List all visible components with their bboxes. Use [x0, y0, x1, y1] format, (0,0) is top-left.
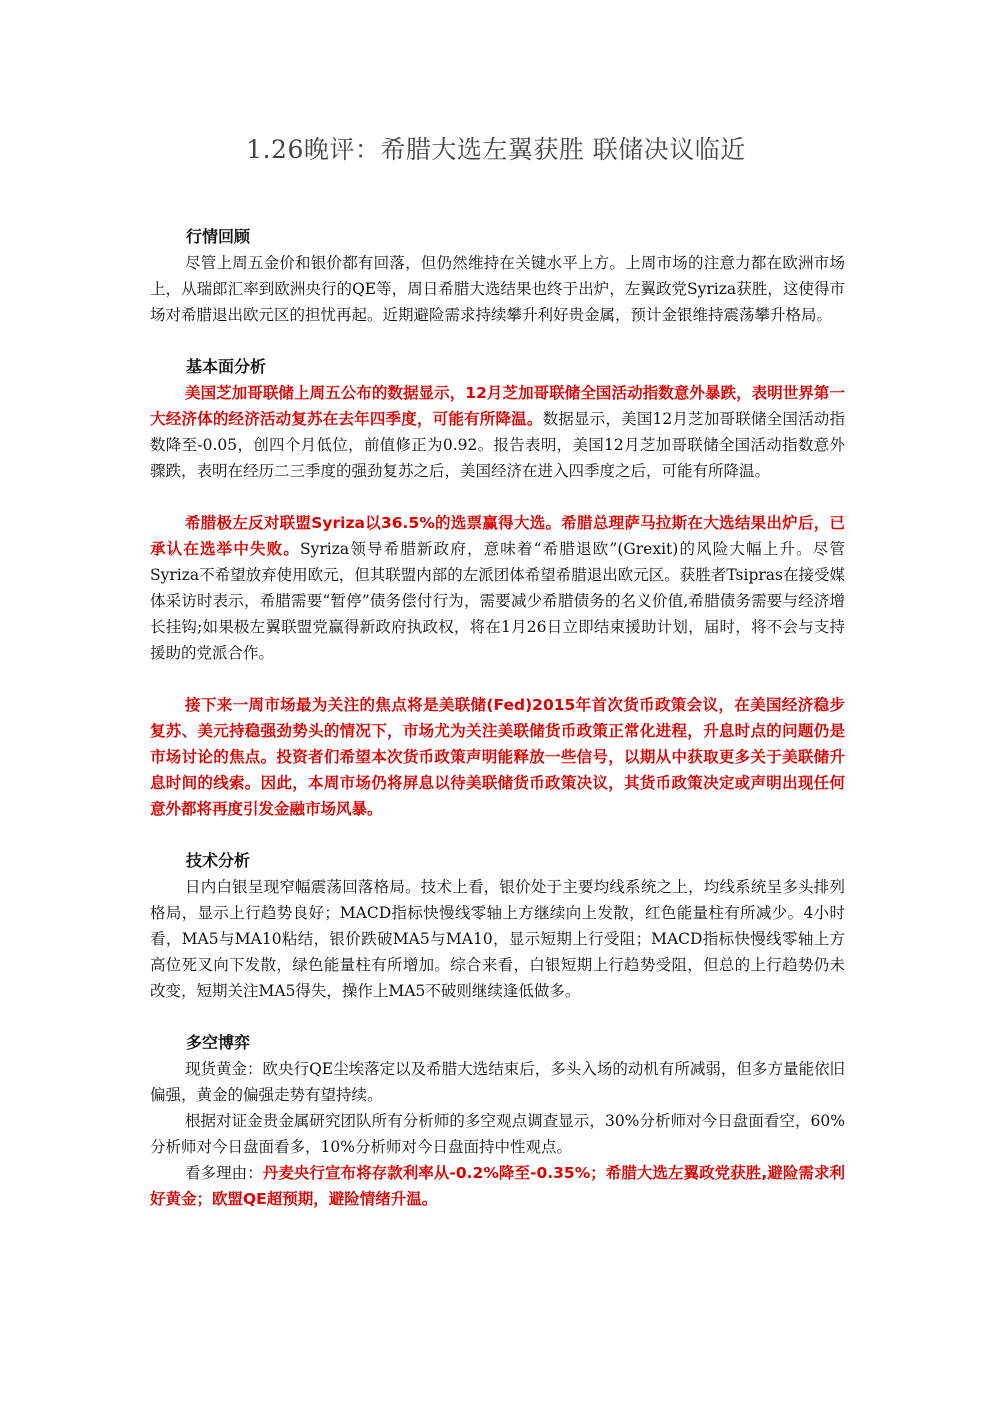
section-heading-fundamentals: 基本面分析 — [186, 357, 267, 376]
spacer — [150, 328, 845, 354]
body-text: 数据显示，美国12月芝加哥联储全国活动指数降至-0.05，创四个月低位，前值修正为0.92。报告表明，美国12月芝加哥联储全国活动指数意外骤跌，表明在经历二三季度的强劲复苏之后，美国经济在进入四季度之后，可能有所降温。 — [150, 410, 845, 480]
bullish-reason-label: 看多理由： — [185, 1164, 263, 1182]
spacer — [150, 822, 845, 848]
highlight-text: 接下来一周市场最为关注的焦点将是美联储(Fed)2015年首次货币政策会议，在美国经济稳步复苏、美元持稳强劲势头的情况下，市场尤为关注美联储货币政策正常化进程，升息时点的问题仍是市场讨论的焦点。投资者们希望本次货币政策声明能释放一些信号，以期从中获取更多关于美联储升息时间的线索。因此，本周市场仍将屏息以待美联储货币政策决议，其货币政策决定或声明出现任何意外都将再度引发金融市场风暴。 — [150, 696, 845, 818]
fundamentals-paragraph-3 — [150, 692, 845, 822]
document-body — [150, 224, 845, 1212]
spacer — [150, 484, 845, 510]
fundamentals-paragraph-1 — [150, 380, 845, 484]
section-heading-bull-bear: 多空博弈 — [186, 1033, 251, 1052]
highlight-text: 美国芝加哥联储上周五公布的数据显示，12月芝加哥联储全国活动指数意外暴跌，表明世界第一大经济体的经济活动复苏在去年四季度，可能有所降温。 — [150, 384, 845, 428]
technical-paragraph: 日内白银呈现窄幅震荡回落格局。技术上看，银价处于主要均线系统之上，均线系统呈多头排列格局，显示上行趋势良好；MACD指标快慢线零轴上方继续向上发散，红色能量柱有所减少。4小时看，MA5与MA10粘结，银价跌破MA5与MA10，显示短期上行受阻；MACD指标快慢线零轴上方高位死叉向下发散，绿色能量柱有所增加。综合来看，白银短期上行趋势受阻，但总的上行趋势仍未改变，短期关注MA5得失，操作上MA5不破则继续逢低做多。 — [150, 878, 845, 1000]
bull-bear-paragraph-2: 根据对证金贵金属研究团队所有分析师的多空观点调查显示，30%分析师对今日盘面看空，60%分析师对今日盘面看多，10%分析师对今日盘面持中性观点。 — [150, 1112, 845, 1156]
document-title: 1.26晚评：希腊大选左翼获胜 联储决议临近 — [246, 135, 746, 164]
highlight-text: 丹麦央行宣布将存款利率从-0.2%降至-0.35%；希腊大选左翼政党获胜,避险需求利好黄金；欧盟QE超预期，避险情绪升温。 — [150, 1164, 845, 1208]
section-heading-technical: 技术分析 — [186, 851, 251, 870]
highlight-text: 希腊极左反对联盟Syriza以36.5%的选票赢得大选。希腊总理萨马拉斯在大选结果出炉后，已承认在选举中失败。 — [150, 514, 845, 558]
market-review-paragraph: 尽管上周五金价和银价都有回落，但仍然维持在关键水平上方。上周市场的注意力都在欧洲市场上，从瑞郎汇率到欧洲央行的QE等，周日希腊大选结果也终于出炉，左翼政党Syriza获胜，这使得市场对希腊退出欧元区的担忧再起。近期避险需求持续攀升利好贵金属，预计金银维持震荡攀升格局。 — [150, 254, 845, 324]
spacer — [150, 1004, 845, 1030]
spacer — [150, 666, 845, 692]
fundamentals-paragraph-2 — [150, 510, 845, 666]
section-heading-market-review: 行情回顾 — [186, 227, 251, 246]
body-text: Syriza领导希腊新政府，意味着“希腊退欧”(Grexit)的风险大幅上升。尽管Syriza不希望放弃使用欧元，但其联盟内部的左派团体希望希腊退出欧元区。获胜者Tsipras在接受媒体采访时表示，希腊需要“暂停”债务偿付行为，需要减少希腊债务的名义价值,希腊债务需要与经济增长挂钩;如果极左翼联盟党赢得新政府执政权，将在1月26日立即结束援助计划，届时，将不会与支持援助的党派合作。 — [150, 540, 845, 662]
bull-bear-paragraph-3 — [150, 1160, 845, 1212]
bull-bear-paragraph-1: 现货黄金：欧央行QE尘埃落定以及希腊大选结束后，多头入场的动机有所减弱，但多方量能依旧偏强，黄金的偏强走势有望持续。 — [150, 1060, 845, 1104]
